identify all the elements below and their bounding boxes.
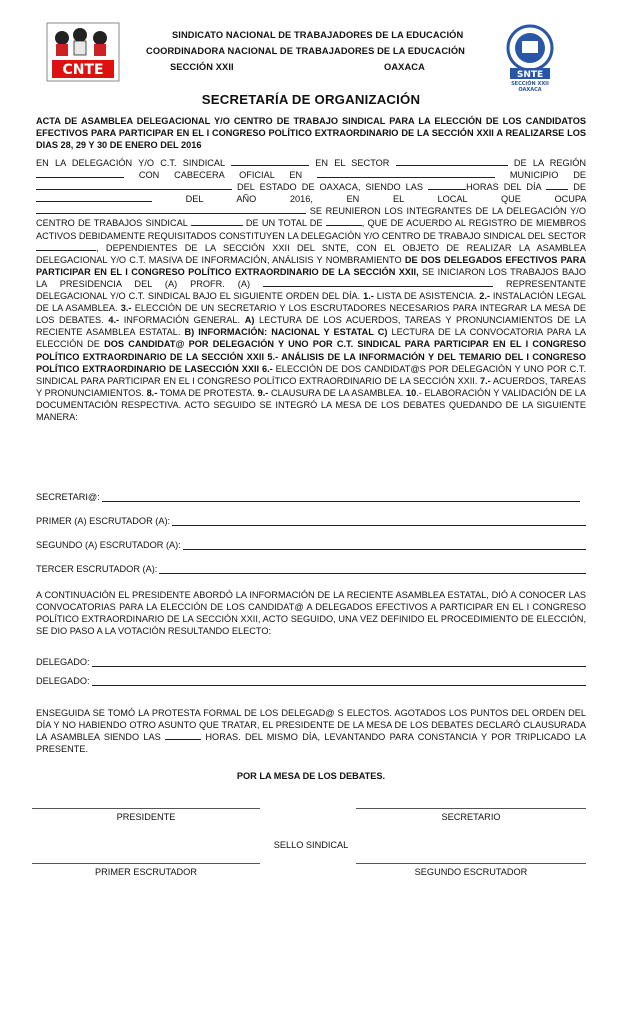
blank-hora-clausura[interactable] bbox=[165, 731, 201, 740]
svg-text:OAXACA: OAXACA bbox=[518, 87, 542, 93]
clausura-paragraph: ENSEGUIDA SE TOMÓ LA PROTESTA FORMAL DE LOS DELEGAD@ S ELECTOS. AGOTADOS LOS PUNTOS DEL ORDEN DEL DÍA Y NO HABIENDO OTRO ASUNTO QUE TRATAR, EL PRESIDENTE DE LA MESA DE LOS DEBATES DECLARÓ CLAUSURADA LA ASAMBLEA SIENDO LAS HORAS. DEL MISMO DÍA, LEVANTANDO PARA CONSTANCIA Y POR TRIPLICADO LA PRESENTE. bbox=[36, 708, 586, 755]
delegado1-line[interactable] bbox=[36, 657, 586, 667]
presidente-signature-line[interactable] bbox=[32, 808, 260, 809]
blank-total[interactable] bbox=[326, 217, 362, 226]
por-la-mesa: POR LA MESA DE LOS DEBATES. bbox=[236, 771, 386, 781]
escrutador2-label: SEGUNDO (A) ESCRUTADOR (A): bbox=[36, 540, 181, 550]
secretario-label: SECRETARI@: bbox=[36, 492, 100, 502]
sello-label: SELLO SINDICAL bbox=[273, 840, 349, 850]
delegado2-label: DELEGADO: bbox=[36, 676, 90, 686]
blank-sector[interactable] bbox=[396, 157, 508, 166]
segundo-escrutador-label: SEGUNDO ESCRUTADOR bbox=[414, 867, 528, 877]
blank-municipio[interactable] bbox=[36, 181, 232, 190]
snte-logo bbox=[502, 24, 558, 94]
presidente-label: PRESIDENTE bbox=[116, 812, 176, 822]
acta-heading: ACTA DE ASAMBLEA DELEGACIONAL Y/O CENTRO DE TRABAJO SINDICAL PARA LA ELECCIÓN DE LOS CANDIDATOS EFECTIVOS PARA PARTICIPAR EN EL I CONGRESO POLÍTICO EXTRAORDINARIO DE LA SECCIÓN XXII A REALIZARSE LOS DIAS 28, 29 Y 30 DE ENERO DEL 2016 bbox=[36, 116, 586, 151]
blank-presentes[interactable] bbox=[191, 217, 243, 226]
svg-text:SNTE: SNTE bbox=[516, 70, 544, 80]
acta-body: EN LA DELEGACIÓN Y/O C.T. SINDICAL EN EL SECTOR DE LA REGIÓN CON CABECERA OFICIAL EN MUNICIPIO DE DEL ESTADO DE OAXACA, SIENDO LAS HORAS DEL DÍA DE DEL AÑO 2016, EN EL LOCAL QUE OCUPA SE REUNIERON LOS INTEGRANTES DE LA DELEGACIÓN Y/O CENTRO DE TRABAJOS SINDICAL DE UN TOTAL DE , QUE DE ACUERDO AL REGISTRO DE MIEMBROS ACTIVOS DEBIDAMENTE REQUISITADOS CONSTITUYEN LA DELEGACIÓN Y/O CENTRO DE TRABAJO SINDICAL DEL SECTOR , DEPENDIENTES DE LA SECCIÓN XXII DEL SNTE, CON EL OBJETO DE REALIZAR LA ASAMBLEA DELEGACIONAL Y/O C.T. MASIVA DE INFORMACIÓN, ANÁLISIS Y NOMBRAMIENTO DE DOS DELEGADOS EFECTIVOS PARA PARTICIPAR EN EL I CONGRESO POLÍTICO EXTRAORDINARIO DE LA SECCIÓN XXII, SE INICIARON LOS TRABAJOS BAJO LA PRESIDENCIA DEL (A) PROFR. (A) REPRESENTANTE DELEGACIONAL Y/O C.T. SINDICAL BAJO EL SIGUIENTE ORDEN DEL DÍA. 1.- LISTA DE ASISTENCIA. 2.- INSTALACIÓN LEGAL DE LA ASAMBLEA. 3.- ELECCIÓN DE UN SECRETARIO Y LOS ESCRUTADORES NECESARIOS PARA INTEGRAR LA MESA DE LOS DEBATES. 4.- INFORMACIÓN GENERAL. A) LECTURA DE LOS ACUERDOS, TAREAS Y PRONUNCIAMIENTOS DE LA RECIENTE ASAMBLEA ESTATAL. B) INFORMACIÓN: NACIONAL Y ESTATAL C) LECTURA DE LA CONVOCATORIA PARA LA ELECCIÓN DE DOS CANDIDAT@ POR DELEGACIÓN Y UNO POR C.T. SINDICAL PARA PARTICIPAR EN EL I CONGRESO POLÍTICO EXTRAORDINARIO DE LA SECCIÓN XXII 5.- ANÁLISIS DE LA INFORMACIÓN Y DEL TEMARIO DEL I CONGRESO POLÍTICO EXTRAORDINARIO DE LASECCIÓN XXII 6.- ELECCIÓN DE DOS CANDIDAT@S POR DELEGACIÓN Y UNO POR C.T. SINDICAL PARA PARTICIPAR EN EL I CONGRESO POLÍTICO EXTRAORDINARIO DE LA SECCIÓN XXII. 7.- ACUERDOS, TAREAS Y PRONUNCIAMIENTOS. 8.- TOMA DE PROTESTA. 9.- CLAUSURA DE LA ASAMBLEA. 10.- ELABORACIÓN Y VALIDACIÓN DE LA DOCUMENTACIÓN RESPECTIVA. ACTO SEGUIDO SE INTEGRÓ LA MESA DE LOS DEBATES QUEDANDO DE LA SIGUIENTE MANERA: bbox=[36, 158, 587, 422]
primer-escrutador-label: PRIMER ESCRUTADOR bbox=[95, 867, 197, 877]
blank-cabecera[interactable] bbox=[317, 169, 495, 178]
svg-text:CNTE: CNTE bbox=[62, 62, 104, 78]
blank-mes[interactable] bbox=[36, 193, 152, 202]
blank-hora[interactable] bbox=[428, 181, 466, 190]
header-section: SECCIÓN XXII bbox=[170, 62, 234, 72]
escrutador3-line[interactable] bbox=[36, 564, 586, 574]
page-title: SECRETARÍA DE ORGANIZACIÓN bbox=[201, 92, 421, 107]
escrutador1-label: PRIMER (A) ESCRUTADOR (A): bbox=[36, 516, 171, 526]
secretario-line[interactable] bbox=[36, 492, 580, 502]
blank-dia[interactable] bbox=[546, 181, 568, 190]
delegado2-line[interactable] bbox=[36, 676, 586, 686]
svg-text:SECCIÓN XXII: SECCIÓN XXII bbox=[511, 81, 549, 87]
header-union: SINDICATO NACIONAL DE TRABAJADORES DE LA EDUCACIÓN bbox=[172, 30, 464, 40]
blank-region[interactable] bbox=[36, 169, 124, 178]
escrutador2-line[interactable] bbox=[36, 540, 586, 550]
escrutador1-line[interactable] bbox=[36, 516, 586, 526]
segundo-escrutador-signature-line[interactable] bbox=[356, 863, 586, 864]
secretario-label: SECRETARIO bbox=[441, 812, 501, 822]
cnte-logo bbox=[46, 22, 120, 82]
primer-escrutador-signature-line[interactable] bbox=[32, 863, 260, 864]
delegado1-label: DELEGADO: bbox=[36, 657, 90, 667]
blank-sector-2[interactable] bbox=[36, 242, 96, 251]
blank-presidente[interactable] bbox=[263, 278, 493, 287]
secretario-signature-line[interactable] bbox=[356, 808, 586, 809]
header-state: OAXACA bbox=[384, 62, 425, 72]
informacion-paragraph: A CONTINUACIÓN EL PRESIDENTE ABORDÓ LA INFORMACIÓN DE LA RECIENTE ASAMBLEA ESTATAL, DIÓ A CONOCER LAS CONVOCATORIAS PARA LA ELECCIÓN DE LOS CANDIDAT@ A DELEGADOS EFECTIVOS A PARTICIPAR EN EL I CONGRESO POLÍTICO EXTRAORDINARIO DE LA SECCIÓN XXII, ACTO SEGUIDO, UNA VEZ DEFINIDO EL PROCEDIMIENTO DE ELECCIÓN, SE DIO PASO A LA VOTACIÓN RESULTANDO ELECTO: bbox=[36, 590, 586, 637]
escrutador3-label: TERCER ESCRUTADOR (A): bbox=[36, 564, 158, 574]
blank-delegacion[interactable] bbox=[231, 157, 309, 166]
blank-local[interactable] bbox=[36, 205, 306, 214]
header-coordinadora: COORDINADORA NACIONAL DE TRABAJADORES DE LA EDUCACIÓN bbox=[146, 46, 465, 56]
